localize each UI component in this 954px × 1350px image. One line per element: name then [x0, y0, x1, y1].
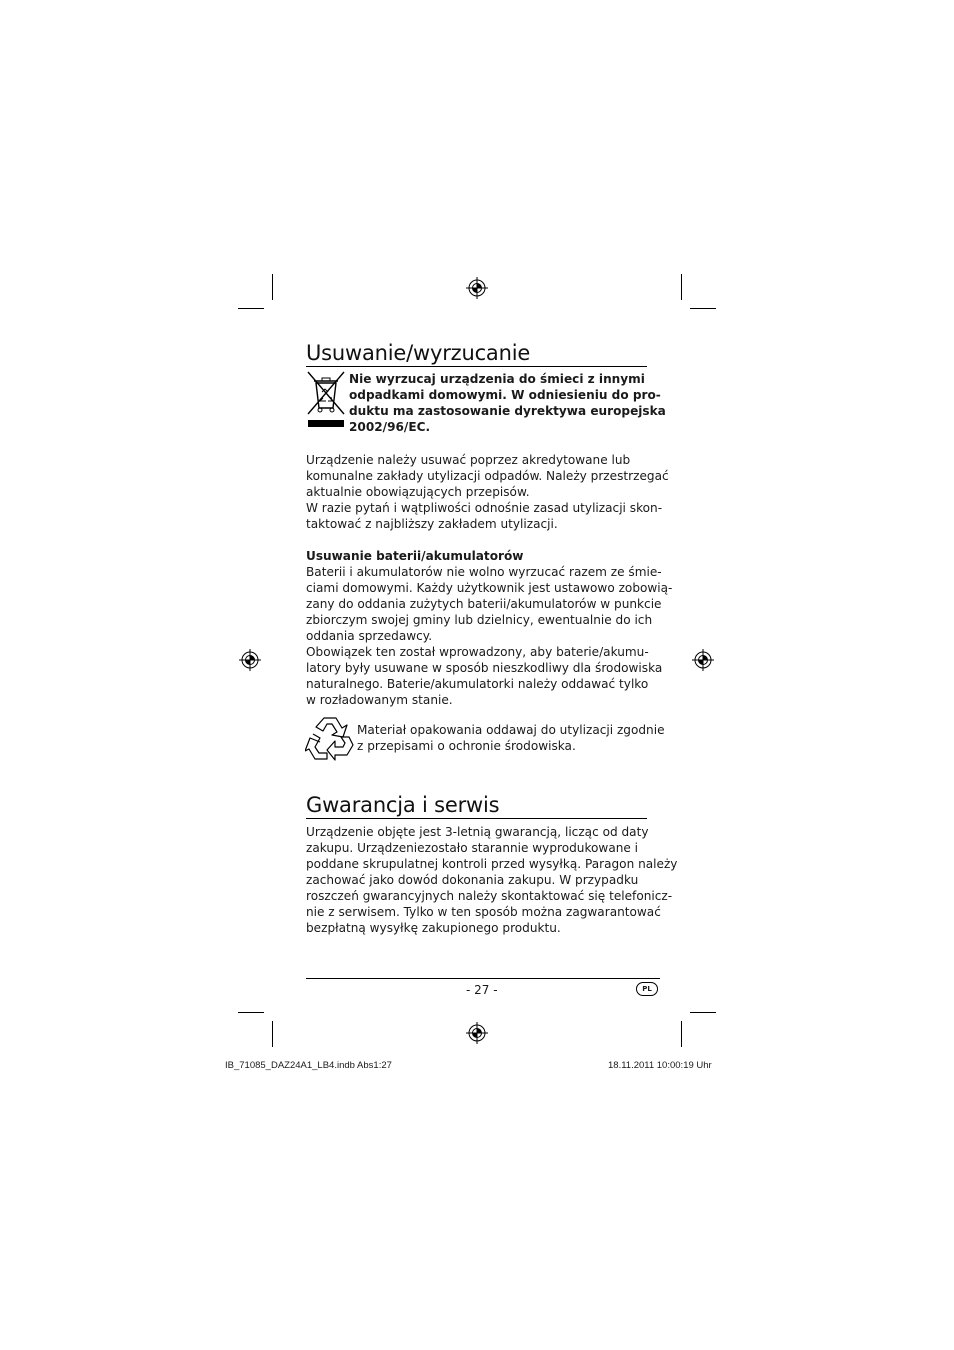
weee-warning-line: odpadkami domowymi. W odniesieniu do pro- — [349, 388, 661, 402]
section-title-rule — [306, 366, 647, 367]
recycling-arrows-icon — [305, 714, 355, 762]
warranty-paragraph — [306, 824, 677, 936]
section-title: Usuwanie/wyrzucanie — [306, 341, 531, 365]
language-badge: PL — [636, 982, 658, 996]
section-title-rule — [306, 818, 647, 819]
paragraph-line: w rozładowanym stanie. — [306, 693, 453, 707]
crop-mark — [238, 1012, 264, 1013]
weee-warning — [349, 371, 666, 435]
weee-warning-line: 2002/96/EC. — [349, 420, 431, 434]
disposal-paragraph — [306, 452, 669, 532]
crossed-out-wheelie-bin-icon — [306, 370, 346, 430]
page-number: - 27 - — [466, 983, 498, 997]
paragraph-line: Urządzenie należy usuwać poprzez akredytowane lub — [306, 453, 631, 467]
paragraph-line: zachować jako dowód dokonania zakupu. W przypadku — [306, 873, 639, 887]
crop-mark — [690, 1012, 716, 1013]
footer-rule — [306, 978, 660, 979]
crop-mark — [681, 274, 682, 300]
registration-mark-icon — [466, 277, 488, 299]
paragraph-line: Urządzenie objęte jest 3-letnią gwarancją, licząc od daty — [306, 825, 649, 839]
paragraph-line: zakupu. Urządzeniezostało starannie wyprodukowane i — [306, 841, 639, 855]
paragraph-line: komunalne zakłady utylizacji odpadów. Należy przestrzegać — [306, 469, 669, 483]
paragraph-line: aktualnie obowiązujących przepisów. — [306, 485, 530, 499]
paragraph-line: zany do oddania zużytych baterii/akumulatorów w punkcie — [306, 597, 662, 611]
weee-warning-line: duktu ma zastosowanie dyrektywa europejska — [349, 404, 666, 418]
paragraph-line: z przepisami o ochronie środowiska. — [357, 739, 576, 753]
paragraph-line: Baterii i akumulatorów nie wolno wyrzucać razem ze śmie- — [306, 565, 662, 579]
weee-warning-line: Nie wyrzucaj urządzenia do śmieci z innymi — [349, 372, 645, 386]
battery-section — [306, 548, 672, 708]
paragraph-line: bezpłatną wysyłkę zakupionego produktu. — [306, 921, 561, 935]
paragraph-line: naturalnego. Baterie/akumulatorki należy oddawać tylko — [306, 677, 649, 691]
paragraph-line: poddane skrupulatnej kontroli przed wysyłką. Paragon należy — [306, 857, 678, 871]
paragraph-line: latory były usuwane w sposób nieszkodliwy dla środowiska — [306, 661, 663, 675]
registration-mark-icon — [466, 1022, 488, 1044]
registration-mark-icon — [239, 649, 261, 671]
crop-mark — [238, 308, 264, 309]
paragraph-line: zbiorczym swojej gminy lub dzielnicy, ewentualnie do ich — [306, 613, 653, 627]
paragraph-line: nie z serwisem. Tylko w ten sposób można zagwarantować — [306, 905, 661, 919]
crop-mark — [690, 308, 716, 309]
crop-mark — [272, 1021, 273, 1047]
packaging-note — [357, 722, 665, 754]
paragraph-line: Obowiązek ten został wprowadzony, aby baterie/akumu- — [306, 645, 649, 659]
paragraph-line: roszczeń gwarancyjnych należy skontaktować się telefonicz- — [306, 889, 673, 903]
print-slug-file: IB_71085_DAZ24A1_LB4.indb Abs1:27 — [225, 1060, 392, 1071]
paragraph-line: oddania sprzedawcy. — [306, 629, 433, 643]
print-slug-timestamp: 18.11.2011 10:00:19 Uhr — [608, 1060, 712, 1071]
battery-subheading: Usuwanie baterii/akumulatorów — [306, 549, 524, 563]
registration-mark-icon — [692, 649, 714, 671]
crop-mark — [681, 1021, 682, 1047]
paragraph-line: taktować z najbliższy zakładem utylizacji. — [306, 517, 558, 531]
paragraph-line: W razie pytań i wątpliwości odnośnie zasad utylizacji skon- — [306, 501, 663, 515]
crop-mark — [272, 274, 273, 300]
section-title: Gwarancja i serwis — [306, 793, 500, 817]
paragraph-line: Materiał opakowania oddawaj do utylizacji zgodnie — [357, 723, 665, 737]
paragraph-line: ciami domowymi. Każdy użytkownik jest ustawowo zobowią- — [306, 581, 673, 595]
